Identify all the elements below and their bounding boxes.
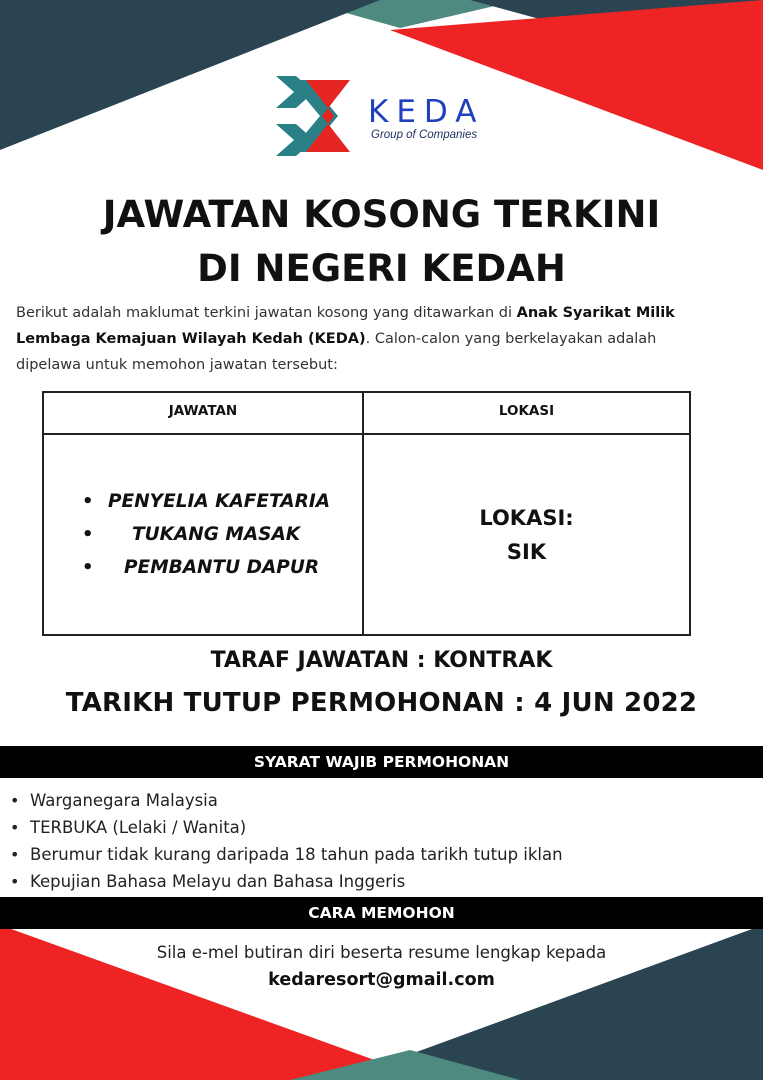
requirement-item bbox=[10, 787, 563, 814]
keda-logo bbox=[272, 72, 512, 162]
intro-company-name: Anak Syarikat Milik Lembaga Kemajuan Wilayah Kedah (KEDA) bbox=[16, 305, 675, 347]
bullet-icon: • bbox=[10, 872, 20, 891]
bullet-icon: • bbox=[10, 818, 20, 837]
bullet-icon: • bbox=[82, 524, 94, 545]
how-to-apply-heading: CARA MEMOHON bbox=[0, 897, 763, 929]
table-header-lokasi: LOKASI bbox=[498, 403, 555, 419]
requirements-heading: SYARAT WAJIB PERMOHONAN bbox=[0, 746, 763, 778]
how-to-apply-text: Sila e-mel butiran diri beserta resume lengkap kepada bbox=[156, 943, 607, 962]
requirement-item bbox=[10, 868, 563, 895]
page-title-line-1: JAWATAN KOSONG TERKINI bbox=[102, 193, 661, 236]
bullet-icon: • bbox=[82, 491, 94, 512]
requirement-text: Kepujian Bahasa Melayu dan Bahasa Inggeris bbox=[30, 872, 406, 891]
job-item bbox=[82, 485, 372, 518]
logo-tagline: Group of Companies bbox=[371, 129, 478, 141]
keda-logo-mark-icon bbox=[272, 72, 372, 162]
location-cell bbox=[364, 501, 689, 569]
contact-email[interactable]: kedaresort@gmail.com bbox=[268, 970, 495, 990]
requirement-item bbox=[10, 841, 563, 868]
requirement-text: Berumur tidak kurang daripada 18 tahun pada tarikh tutup iklan bbox=[30, 845, 563, 864]
requirements-list bbox=[10, 787, 563, 895]
requirement-item bbox=[10, 814, 563, 841]
table-header-jawatan: JAWATAN bbox=[168, 403, 238, 419]
bullet-icon: • bbox=[10, 791, 20, 810]
table-header-divider bbox=[44, 433, 689, 435]
vacancy-table bbox=[42, 391, 691, 636]
location-value: SIK bbox=[506, 540, 547, 564]
job-item bbox=[82, 551, 372, 584]
intro-paragraph bbox=[16, 300, 706, 378]
job-title: PEMBANTU DAPUR bbox=[124, 557, 320, 578]
intro-text-2: . Calon-calon yang berkelayakan adalah dipelawa untuk memohon jawatan tersebut: bbox=[16, 331, 657, 373]
job-item bbox=[82, 518, 372, 551]
location-label: LOKASI: bbox=[479, 506, 574, 530]
closing-date: TARIKH TUTUP PERMOHONAN : 4 JUN 2022 bbox=[65, 688, 698, 718]
intro-text-1: Berikut adalah maklumat terkini jawatan kosong yang ditawarkan di bbox=[16, 305, 517, 321]
requirement-text: TERBUKA (Lelaki / Wanita) bbox=[30, 818, 247, 837]
logo-wordmark: KEDA bbox=[368, 94, 485, 130]
requirement-text: Warganegara Malaysia bbox=[30, 791, 218, 810]
employment-status: TARAF JAWATAN : KONTRAK bbox=[210, 648, 553, 673]
bullet-icon: • bbox=[82, 557, 94, 578]
bullet-icon: • bbox=[10, 845, 20, 864]
job-list bbox=[82, 485, 372, 584]
job-title: PENYELIA KAFETARIA bbox=[108, 491, 331, 512]
job-title: TUKANG MASAK bbox=[132, 524, 301, 545]
page-title-line-2: DI NEGERI KEDAH bbox=[197, 247, 566, 290]
